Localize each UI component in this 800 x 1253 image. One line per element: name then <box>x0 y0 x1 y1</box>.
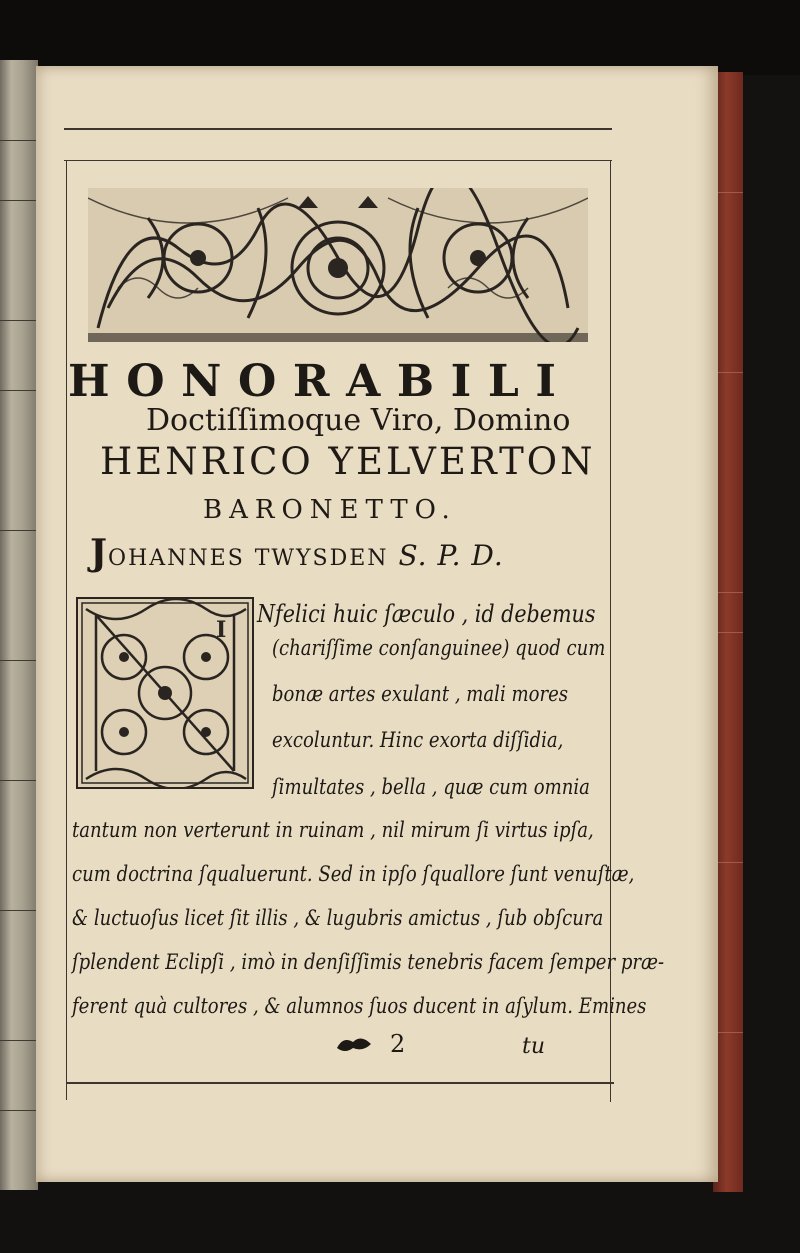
ornamental-headpiece-icon <box>88 188 588 342</box>
heading-letter: O <box>126 355 167 407</box>
text-line: tantum non verterunt in ruinam , nil mirum ſi virtus ipſa, <box>72 818 594 842</box>
text-line: excoluntur. Hinc exorta diſſidia, <box>272 728 564 752</box>
heading-letter: I <box>535 355 558 407</box>
bottom-rule <box>66 1082 614 1084</box>
woodcut-initial-icon <box>76 597 254 789</box>
fleuron-icon <box>335 1034 373 1054</box>
top-rule-thin <box>64 160 612 161</box>
heading-letter: B <box>396 355 437 407</box>
heading-letter: H <box>68 355 112 407</box>
dedication-line-3: HENRICO YELVERTON <box>100 440 596 483</box>
left-frame-rule <box>66 160 67 1100</box>
author-name: OHANNES <box>108 546 245 571</box>
background-bottom <box>0 1180 800 1253</box>
author-surname: TWYSDEN <box>254 546 389 571</box>
svg-text:I: I <box>216 617 227 643</box>
heading-letter: A <box>346 355 383 407</box>
text-line: cum doctrina ſqualuerunt. Sed in ipſo ſquallore ſunt venuſtæ, <box>72 862 635 886</box>
dedication-heading <box>68 353 558 409</box>
heading-letter: N <box>181 355 224 407</box>
text-line: bonæ artes exulant , mali mores <box>272 682 569 706</box>
dedication-line-2: Doctiſſimoque Viro, Domino <box>146 403 571 438</box>
dedication-line-4: BARONETTO. <box>203 495 457 525</box>
salutation: S. P. D. <box>398 539 504 572</box>
text-line: ſimultates , bella , quæ cum omnia <box>272 775 590 799</box>
left-page-edges <box>0 60 38 1190</box>
text-line: Nfelici huic ſæculo , id debemus <box>257 600 596 628</box>
author-initial: J <box>90 532 109 574</box>
text-line: (chariſſime conſanguinee) quod cum <box>272 636 606 660</box>
heading-letter: L <box>487 355 521 407</box>
top-rule <box>64 128 612 130</box>
dedication-line-5 <box>90 532 504 574</box>
signature-mark: 2 <box>390 1030 406 1058</box>
text-line: & luctuoſus licet ſit illis , & lugubris amictus , ſub obſcura <box>72 906 604 930</box>
heading-letter: I <box>450 355 474 407</box>
text-line: ſplendent Eclipſi , imò in denſiſſimis tenebris facem ſemper præ- <box>72 950 665 974</box>
text-line: ferent quà cultores , & alumnos ſuos ducent in aſylum. Emines <box>72 994 647 1018</box>
catchword: tu <box>522 1034 546 1059</box>
heading-letter: R <box>292 355 332 407</box>
background-top <box>0 0 800 75</box>
heading-letter: O <box>237 355 279 407</box>
